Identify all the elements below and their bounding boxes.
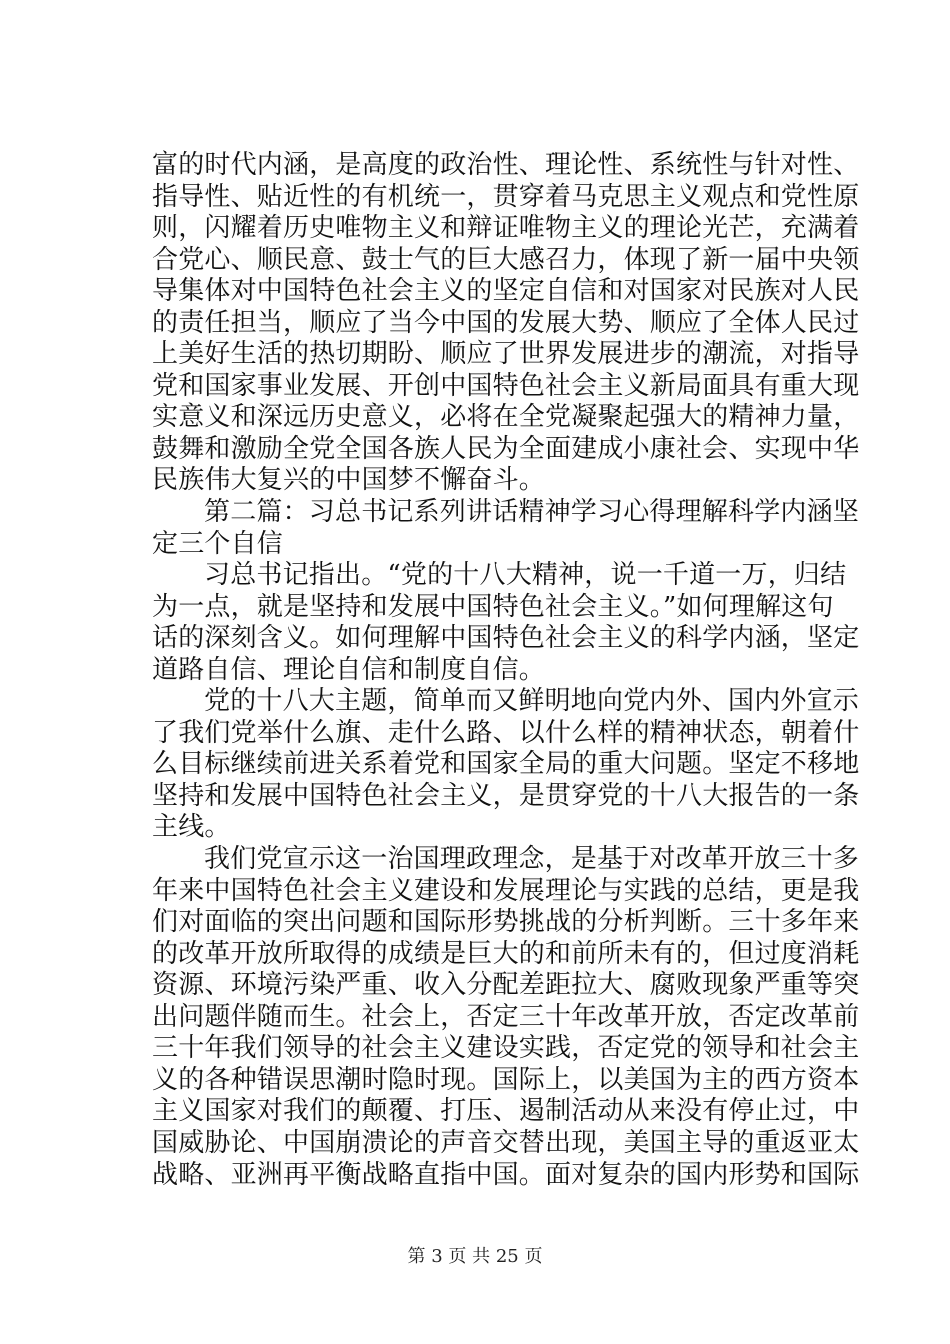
- text-line: 民族伟大复兴的中国梦不懈奋斗。: [152, 465, 546, 496]
- text-line: 们对面临的突出问题和国际形势挑战的分析判断。三十多年来: [152, 907, 860, 938]
- text-line: 资源、环境污染严重、收入分配差距拉大、腐败现象严重等突: [152, 970, 860, 1001]
- text-line: 的责任担当，顺应了当今中国的发展大势、顺应了全体人民过: [152, 307, 860, 338]
- text-line: 鼓舞和激励全党全国各族人民为全面建成小康社会、实现中华: [152, 433, 860, 464]
- text-line: 合党心、顺民意、鼓士气的巨大感召力，体现了新一届中央领: [152, 244, 860, 275]
- text-line: 上美好生活的热切期盼、顺应了世界发展进步的潮流，对指导: [152, 339, 860, 370]
- text-line: 了我们党举什么旗、走什么路、以什么样的精神状态，朝着什: [152, 717, 860, 748]
- text-line: 三十年我们领导的社会主义建设实践，否定党的领导和社会主: [152, 1033, 860, 1064]
- text-line: 主线。: [152, 812, 231, 843]
- text-line: 党的十八大主题，简单而又鲜明地向党内外、国内外宣示: [204, 686, 860, 717]
- text-line: 国威胁论、中国崩溃论的声音交替出现，美国主导的重返亚太: [152, 1127, 860, 1158]
- text-line: 道路自信、理论自信和制度自信。: [152, 654, 546, 685]
- text-line: 义的各种错误思潮时隐时现。国际上，以美国为主的西方资本: [152, 1064, 860, 1095]
- text-line: 则，闪耀着历史唯物主义和辩证唯物主义的理论光芒，充满着: [152, 213, 860, 244]
- text-line: 导集体对中国特色社会主义的坚定自信和对国家对民族对人民: [152, 276, 860, 307]
- text-line: 我们党宣示这一治国理政理念，是基于对改革开放三十多: [204, 844, 860, 875]
- text-line: 的改革开放所取得的成绩是巨大的和前所未有的，但过度消耗: [152, 938, 860, 969]
- text-line: 为一点，就是坚持和发展中国特色社会主义。”如何理解这句: [152, 591, 834, 622]
- text-line: 党和国家事业发展、开创中国特色社会主义新局面具有重大现: [152, 370, 860, 401]
- document-body: [152, 150, 860, 1191]
- text-line: 年来中国特色社会主义建设和发展理论与实践的总结，更是我: [152, 875, 860, 906]
- text-line: 指导性、贴近性的有机统一，贯穿着马克思主义观点和党性原: [152, 181, 860, 212]
- section-heading-line: 定三个自信: [152, 528, 284, 559]
- section-heading-line: 第二篇：习总书记系列讲话精神学习心得理解科学内涵坚: [204, 497, 860, 528]
- text-line: 出问题伴随而生。社会上，否定三十年改革开放，否定改革前: [152, 1001, 860, 1032]
- text-line: 坚持和发展中国特色社会主义，是贯穿党的十八大报告的一条: [152, 780, 860, 811]
- text-line: 主义国家对我们的颠覆、打压、遏制活动从来没有停止过，中: [152, 1096, 860, 1127]
- text-line: 习总书记指出。“党的十八大精神，说一千道一万，归结: [204, 560, 847, 591]
- text-line: 话的深刻含义。如何理解中国特色社会主义的科学内涵，坚定: [152, 623, 860, 654]
- text-line: 富的时代内涵，是高度的政治性、理论性、系统性与针对性、: [152, 150, 860, 180]
- text-line: 战略、亚洲再平衡战略直指中国。面对复杂的国内形势和国际: [152, 1159, 860, 1190]
- text-line: 实意义和深远历史意义，必将在全党凝聚起强大的精神力量，: [152, 402, 860, 433]
- text-line: 么目标继续前进关系着党和国家全局的重大问题。坚定不移地: [152, 749, 860, 780]
- page-number-footer: 第 3 页 共 25 页: [407, 1246, 543, 1267]
